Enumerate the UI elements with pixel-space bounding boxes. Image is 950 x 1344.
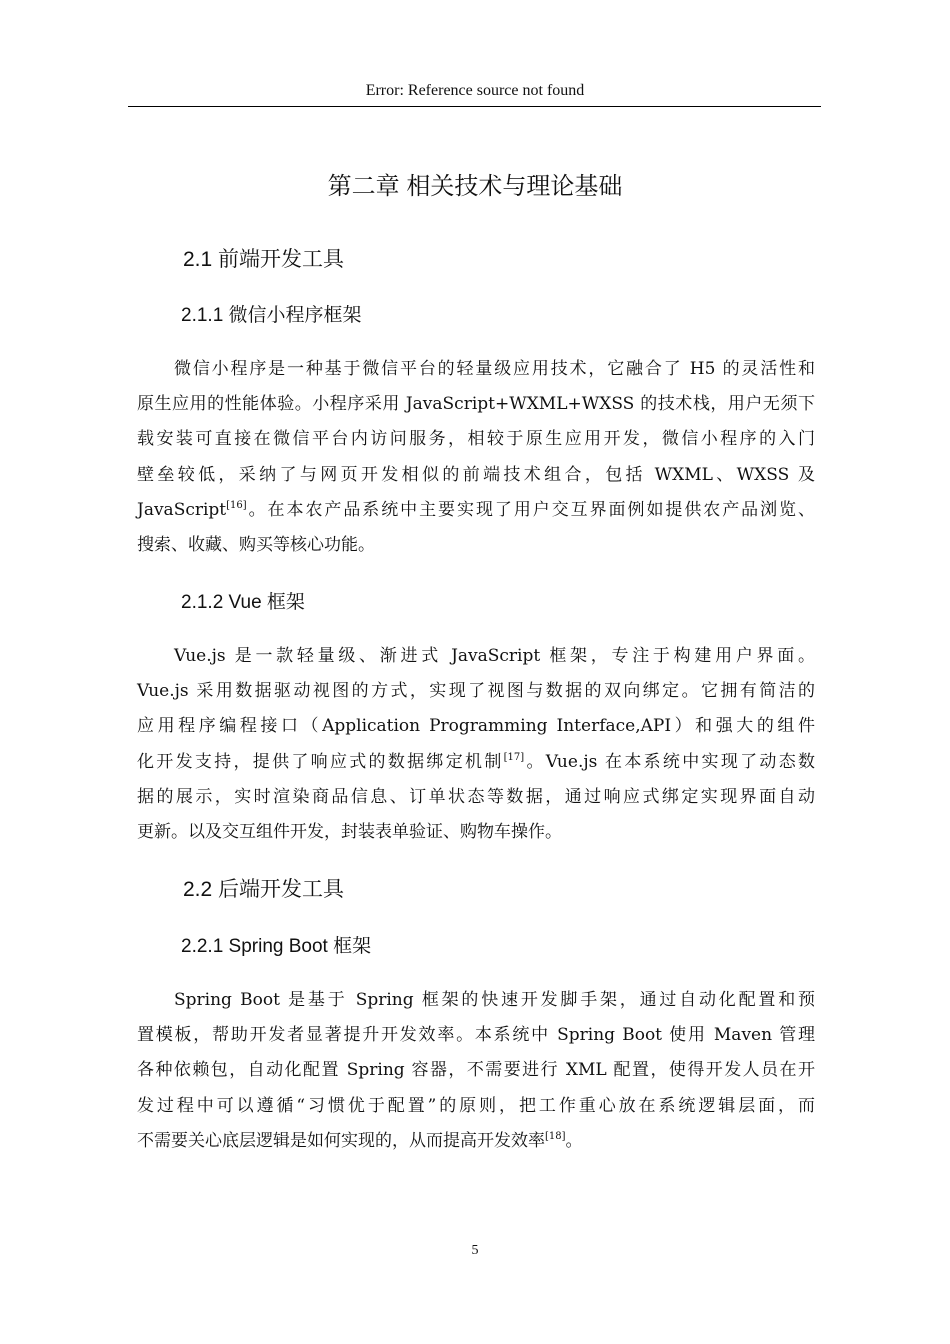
section-heading-2-1-1: 2.1.1 微信小程序框架 xyxy=(181,305,362,326)
section-heading-2-2-1: 2.2.1 Spring Boot 框架 xyxy=(181,936,372,957)
header-divider xyxy=(128,106,821,107)
text-line: 搜索、收藏、购买等核心功能。 xyxy=(137,534,375,555)
text-line xyxy=(137,745,815,780)
text-segment: 。 xyxy=(565,1130,583,1151)
chapter-title: 第二章 相关技术与理论基础 xyxy=(327,173,623,200)
text-line: 据的展示，实时渲染商品信息、订单状态等数据，通过响应式绑定实现界面自动 xyxy=(137,786,815,807)
text-line xyxy=(137,493,815,528)
text-segment: 。Vue.js 在本系统中实现了动态数 xyxy=(524,751,815,772)
text-line: 发过程中可以遵循“习惯优于配置”的原则，把工作重心放在系统逻辑层面，而 xyxy=(137,1095,815,1116)
text-line: 载安装可直接在微信平台内访问服务，相较于原生应用开发，微信小程序的入门 xyxy=(137,429,815,450)
text-segment: 化开发支持，提供了响应式的数据绑定机制 xyxy=(137,751,504,772)
paragraph-spring-boot xyxy=(137,983,815,1159)
text-segment: 不需要关心底层逻辑是如何实现的，从而提高开发效率 xyxy=(137,1130,545,1151)
text-segment: JavaScript xyxy=(137,499,227,520)
text-line xyxy=(137,1124,815,1159)
section-heading-2-1: 2.1 前端开发工具 xyxy=(183,248,345,271)
text-line: 置模板，帮助开发者显著提升开发效率。本系统中 Spring Boot 使用 Maven 管理 xyxy=(137,1025,815,1046)
text-line: 应用程序编程接口（Application Programming Interface,API）和强大的组件 xyxy=(137,716,815,737)
text-line: Spring Boot 是基于 Spring 框架的快速开发脚手架，通过自动化配置和预 xyxy=(174,990,815,1010)
text-line: 壁垒较低，采纳了与网页开发相似的前端技术组合，包括 WXML、WXSS 及 xyxy=(137,464,815,485)
text-segment: 。在本农产品系统中主要实现了用户交互界面例如提供农产品浏览、 xyxy=(246,499,815,520)
paragraph-vue xyxy=(137,639,815,850)
section-heading-2-1-2: 2.1.2 Vue 框架 xyxy=(181,592,305,613)
citation: [17] xyxy=(503,751,525,763)
paragraph-wechat-miniprogram xyxy=(137,352,815,563)
page-number: 5 xyxy=(471,1243,479,1258)
text-line: Vue.js 采用数据驱动视图的方式，实现了视图与数据的双向绑定。它拥有简洁的 xyxy=(137,681,815,702)
text-line: 各种依赖包，自动化配置 Spring 容器，不需要进行 XML 配置，使得开发人员在开 xyxy=(137,1060,815,1081)
text-line: Vue.js 是一款轻量级、渐进式 JavaScript 框架，专注于构建用户界面。 xyxy=(174,646,815,666)
running-header: Error: Reference source not found xyxy=(365,82,585,99)
text-line: 微信小程序是一种基于微信平台的轻量级应用技术，它融合了 H5 的灵活性和 xyxy=(174,359,815,379)
text-line: 更新。以及交互组件开发，封装表单验证、购物车操作。 xyxy=(137,821,562,842)
text-line: 原生应用的性能体验。小程序采用 JavaScript+WXML+WXSS 的技术栈，用户无须下 xyxy=(137,394,815,415)
citation: [16] xyxy=(226,499,247,511)
section-heading-2-2: 2.2 后端开发工具 xyxy=(183,878,345,901)
citation: [18] xyxy=(545,1130,566,1142)
